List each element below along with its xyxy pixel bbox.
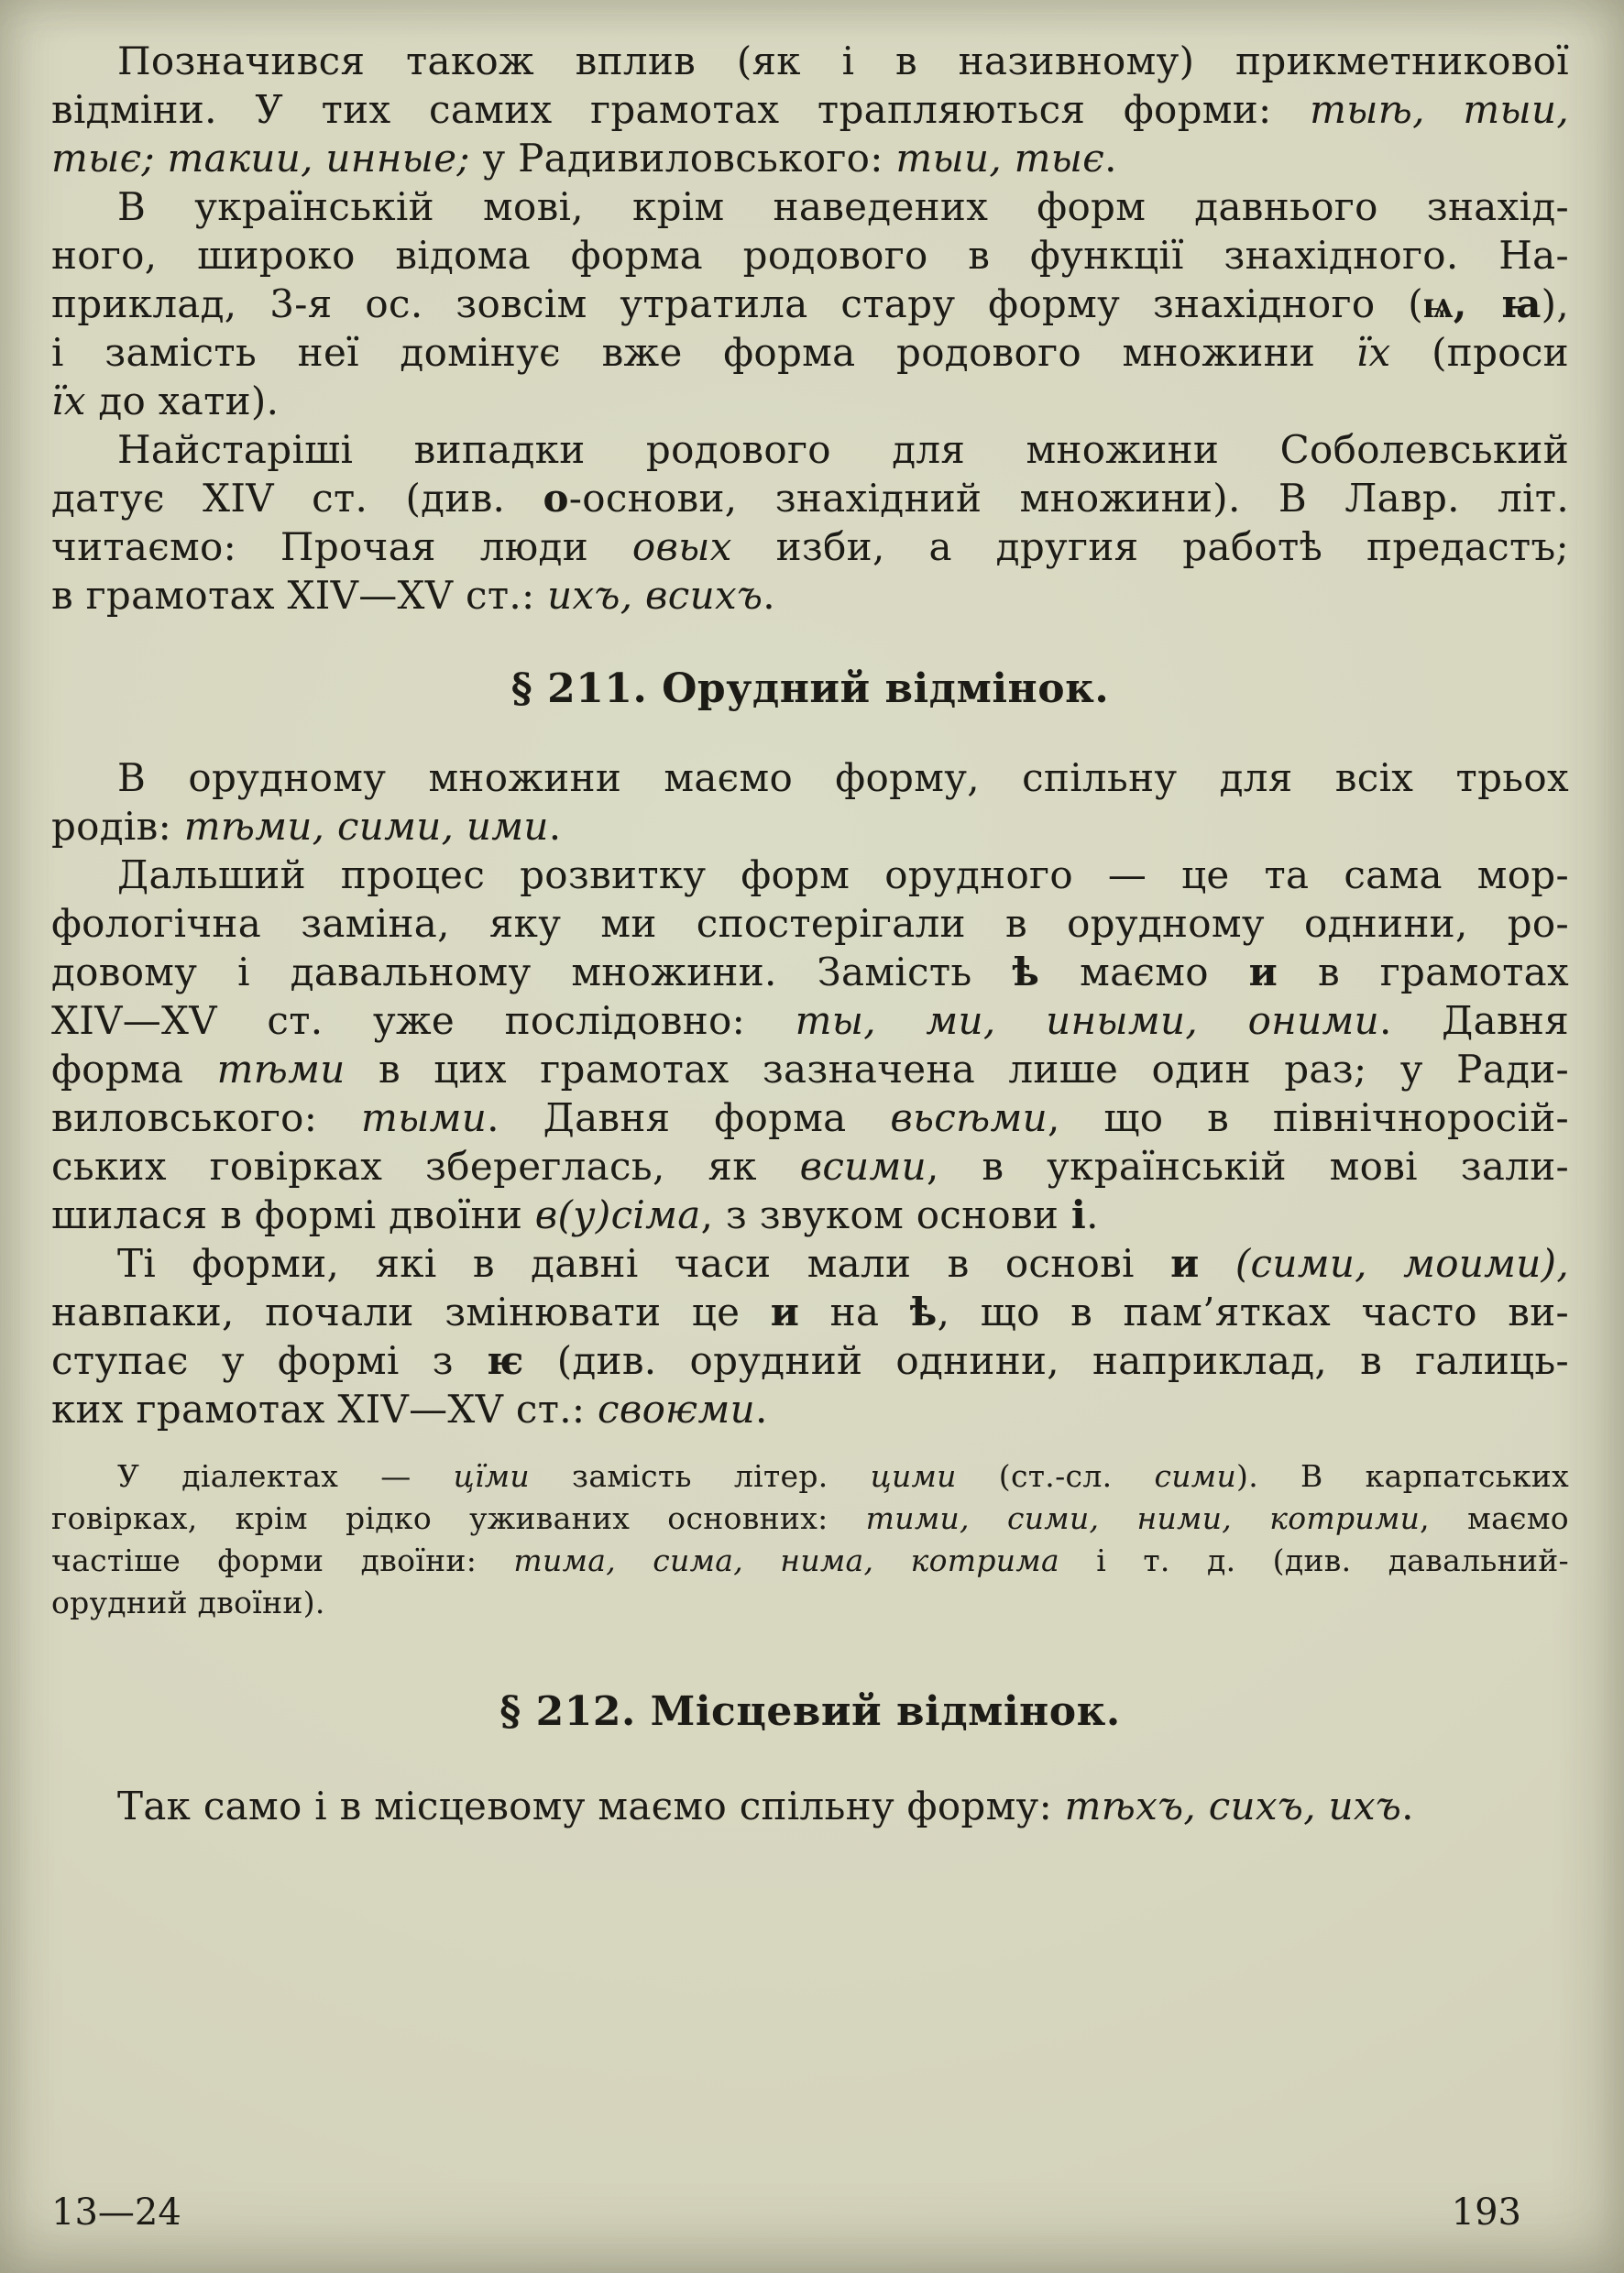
body-text: відміни. У тих самих грамотах трапляються форми:	[51, 87, 1311, 132]
emphasized-text: їх	[51, 379, 86, 423]
body-text: замість літер.	[529, 1458, 871, 1494]
body-text: Ті форми, які в давні часи мали в основі	[117, 1241, 1171, 1286]
text-line	[51, 753, 1569, 802]
body-text: изби, а другия работѣ предастъ;	[731, 524, 1569, 569]
text-line	[51, 899, 1569, 948]
body-text: в грамотах	[1278, 950, 1569, 994]
body-text: частіше форми двоїни:	[51, 1543, 514, 1578]
text-line	[51, 425, 1569, 474]
body-text: .	[763, 573, 775, 618]
body-text: довому і давальному множини. Замість	[51, 950, 1013, 994]
body-text: Позначився також вплив (як і в називному) прикметникової	[117, 38, 1569, 83]
text-line	[51, 1045, 1569, 1093]
body-text: .	[1104, 136, 1117, 181]
body-text: , в українській мові зали-	[926, 1144, 1570, 1189]
text-line	[51, 1385, 1569, 1433]
text-line	[51, 1540, 1569, 1582]
body-text: .	[548, 804, 562, 849]
section-heading: § 211. Орудний відмінок.	[510, 665, 1110, 712]
text-line	[51, 37, 1569, 85]
body-text: ). В карпатських	[1236, 1458, 1569, 1494]
emphasized-text: всими	[799, 1144, 927, 1189]
body-text: в цих грамотах зазначена лише один раз; у Ради-	[345, 1047, 1570, 1092]
paragraph	[51, 1239, 1569, 1433]
body-text: навпаки, почали змінювати це	[51, 1290, 771, 1334]
body-text: . Давня	[1378, 998, 1569, 1043]
body-text: (ст.-сл.	[956, 1458, 1155, 1494]
emphasized-text: тѣхъ, сихъ, ихъ	[1064, 1784, 1402, 1828]
body-text	[1200, 1241, 1235, 1286]
body-text: ),	[1541, 281, 1569, 326]
body-text: (див. орудний однини, наприклад, в галиць-	[523, 1338, 1569, 1383]
body-text: -основи, знахідний множини). В Лавр. літ.	[568, 476, 1569, 521]
text-line	[51, 1782, 1569, 1830]
emphasized-text: сими	[1154, 1458, 1237, 1494]
body-text: .	[1086, 1192, 1099, 1237]
emphasized-text: тыми	[361, 1095, 488, 1140]
body-text: у Радивиловського:	[469, 136, 896, 181]
emphasized-text: и	[1248, 950, 1278, 994]
body-text: .	[1401, 1784, 1414, 1828]
emphasized-text: і	[1070, 1192, 1087, 1237]
body-text: , що в пам’ятках часто ви-	[937, 1290, 1570, 1334]
printer-signature: 13—24	[51, 2191, 181, 2234]
emphasized-text: цими	[870, 1458, 957, 1494]
emphasized-text: ѣ	[1012, 950, 1040, 994]
body-text: XIV—XV ст. уже послідовно:	[51, 998, 796, 1043]
body-text: , з звуком основи	[700, 1192, 1071, 1237]
text-line	[51, 1239, 1569, 1288]
emphasized-text: тыє; такии, инные;	[51, 136, 470, 181]
text-line	[51, 996, 1569, 1045]
emphasized-text: своѥми	[598, 1387, 755, 1432]
emphasized-text: ѣ	[909, 1290, 938, 1334]
text-line	[51, 1498, 1569, 1540]
body-text: , маємо	[1420, 1500, 1569, 1536]
body-text: фологічна заміна, яку ми спостерігали в орудному однини, ро-	[51, 901, 1569, 946]
body-text: говірках, крім рідко уживаних основних:	[51, 1500, 866, 1536]
text-line	[51, 1191, 1569, 1239]
page-text	[51, 37, 1569, 1830]
emphasized-text: овых	[631, 524, 732, 569]
body-text: датує XIV ст. (див.	[51, 476, 543, 521]
paragraph	[51, 1455, 1569, 1624]
emphasized-text: и	[1170, 1241, 1200, 1286]
body-text: ступає у формі з	[51, 1338, 487, 1383]
body-text: і т. д. (див. давальний-	[1059, 1543, 1570, 1578]
text-line	[51, 522, 1569, 571]
emphasized-text: (сими, моими),	[1234, 1241, 1569, 1286]
text-line	[51, 328, 1569, 377]
text-line	[51, 851, 1569, 899]
body-text: читаємо: Прочая люди	[51, 524, 632, 569]
emphasized-text: тими, сими, ними, котрими	[865, 1500, 1421, 1536]
text-line	[51, 377, 1569, 425]
emphasized-text: ихъ, всихъ	[547, 573, 763, 618]
text-line	[51, 802, 1569, 851]
page-footer	[51, 2192, 1569, 2233]
text-line	[51, 231, 1569, 280]
body-text: . Давня форма	[487, 1095, 891, 1140]
body-text: (проси	[1390, 330, 1569, 375]
body-text: маємо	[1039, 950, 1249, 994]
text-line	[51, 948, 1569, 996]
body-text: виловського:	[51, 1095, 362, 1140]
paragraph	[51, 182, 1569, 425]
body-text: на	[799, 1290, 910, 1334]
paragraph	[51, 851, 1569, 1239]
emphasized-text: тѣми	[216, 1047, 346, 1092]
body-text: приклад, 3-я ос. зовсім утратила стару форму знахідного (	[51, 281, 1423, 326]
text-line	[51, 85, 1569, 134]
text-line	[51, 182, 1569, 231]
body-text: У діалектах —	[117, 1458, 454, 1494]
text-line	[51, 474, 1569, 522]
text-line	[51, 1093, 1569, 1142]
page-number: 193	[1451, 2191, 1521, 2234]
emphasized-text: ѥ	[486, 1338, 524, 1383]
body-text: .	[754, 1387, 768, 1432]
emphasized-text: тима, сима, нима, котрима	[513, 1543, 1059, 1578]
emphasized-text: тыи, тыє	[895, 136, 1105, 181]
body-text: в грамотах XIV—XV ст.:	[51, 573, 548, 618]
paragraph	[51, 1782, 1569, 1830]
body-text: Найстаріші випадки родового для множини Соболевський	[117, 427, 1569, 472]
text-line	[51, 280, 1569, 328]
body-text: до хати).	[85, 379, 280, 423]
paragraph	[51, 37, 1569, 182]
body-text: В орудному множини маємо форму, спільну для всіх трьох	[117, 755, 1569, 800]
emphasized-text: ѩ, ꙗ	[1422, 281, 1542, 326]
body-text: Дальший процес розвитку форм орудного — це та сама мор-	[117, 852, 1569, 897]
body-text: орудний двоїни).	[51, 1585, 325, 1620]
section-heading: § 212. Місцевий відмінок.	[499, 1688, 1121, 1735]
body-text: шилася в формі двоїни	[51, 1192, 535, 1237]
text-line	[51, 1142, 1569, 1191]
body-text: В українській мові, крім наведених форм давнього знахід-	[117, 184, 1569, 229]
body-text: форма	[51, 1047, 217, 1092]
body-text: ного, широко відома форма родового в функції знахідного. На-	[51, 233, 1569, 278]
body-text: ких грамотах XIV—XV ст.:	[51, 1387, 598, 1432]
body-text: Так само і в місцевому маємо спільну форму:	[117, 1784, 1065, 1828]
text-line	[51, 1336, 1569, 1385]
text-line	[51, 134, 1569, 182]
emphasized-text: цїми	[453, 1458, 530, 1494]
text-line	[51, 571, 1569, 620]
text-line	[51, 1582, 1569, 1624]
emphasized-text: їх	[1355, 330, 1391, 375]
emphasized-text: о	[543, 476, 569, 521]
emphasized-text: и	[770, 1290, 800, 1334]
text-line	[51, 1288, 1569, 1336]
emphasized-text: в(у)сіма	[534, 1192, 701, 1237]
emphasized-text: ты, ми, иными, оними	[795, 998, 1379, 1043]
body-text: і замість неї домінує вже форма родового множини	[51, 330, 1356, 375]
body-text: ських говірках збереглась, як	[51, 1144, 800, 1189]
emphasized-text: тыѣ, тыи,	[1310, 87, 1569, 132]
emphasized-text: тѣми, сими, ими	[183, 804, 549, 849]
emphasized-text: вьсѣми	[890, 1095, 1048, 1140]
paragraph	[51, 753, 1569, 851]
bottom-spacer	[51, 1830, 1569, 2192]
text-line	[51, 1455, 1569, 1498]
body-text: родів:	[51, 804, 184, 849]
body-text: , що в північноросій-	[1047, 1095, 1569, 1140]
paragraph	[51, 425, 1569, 620]
